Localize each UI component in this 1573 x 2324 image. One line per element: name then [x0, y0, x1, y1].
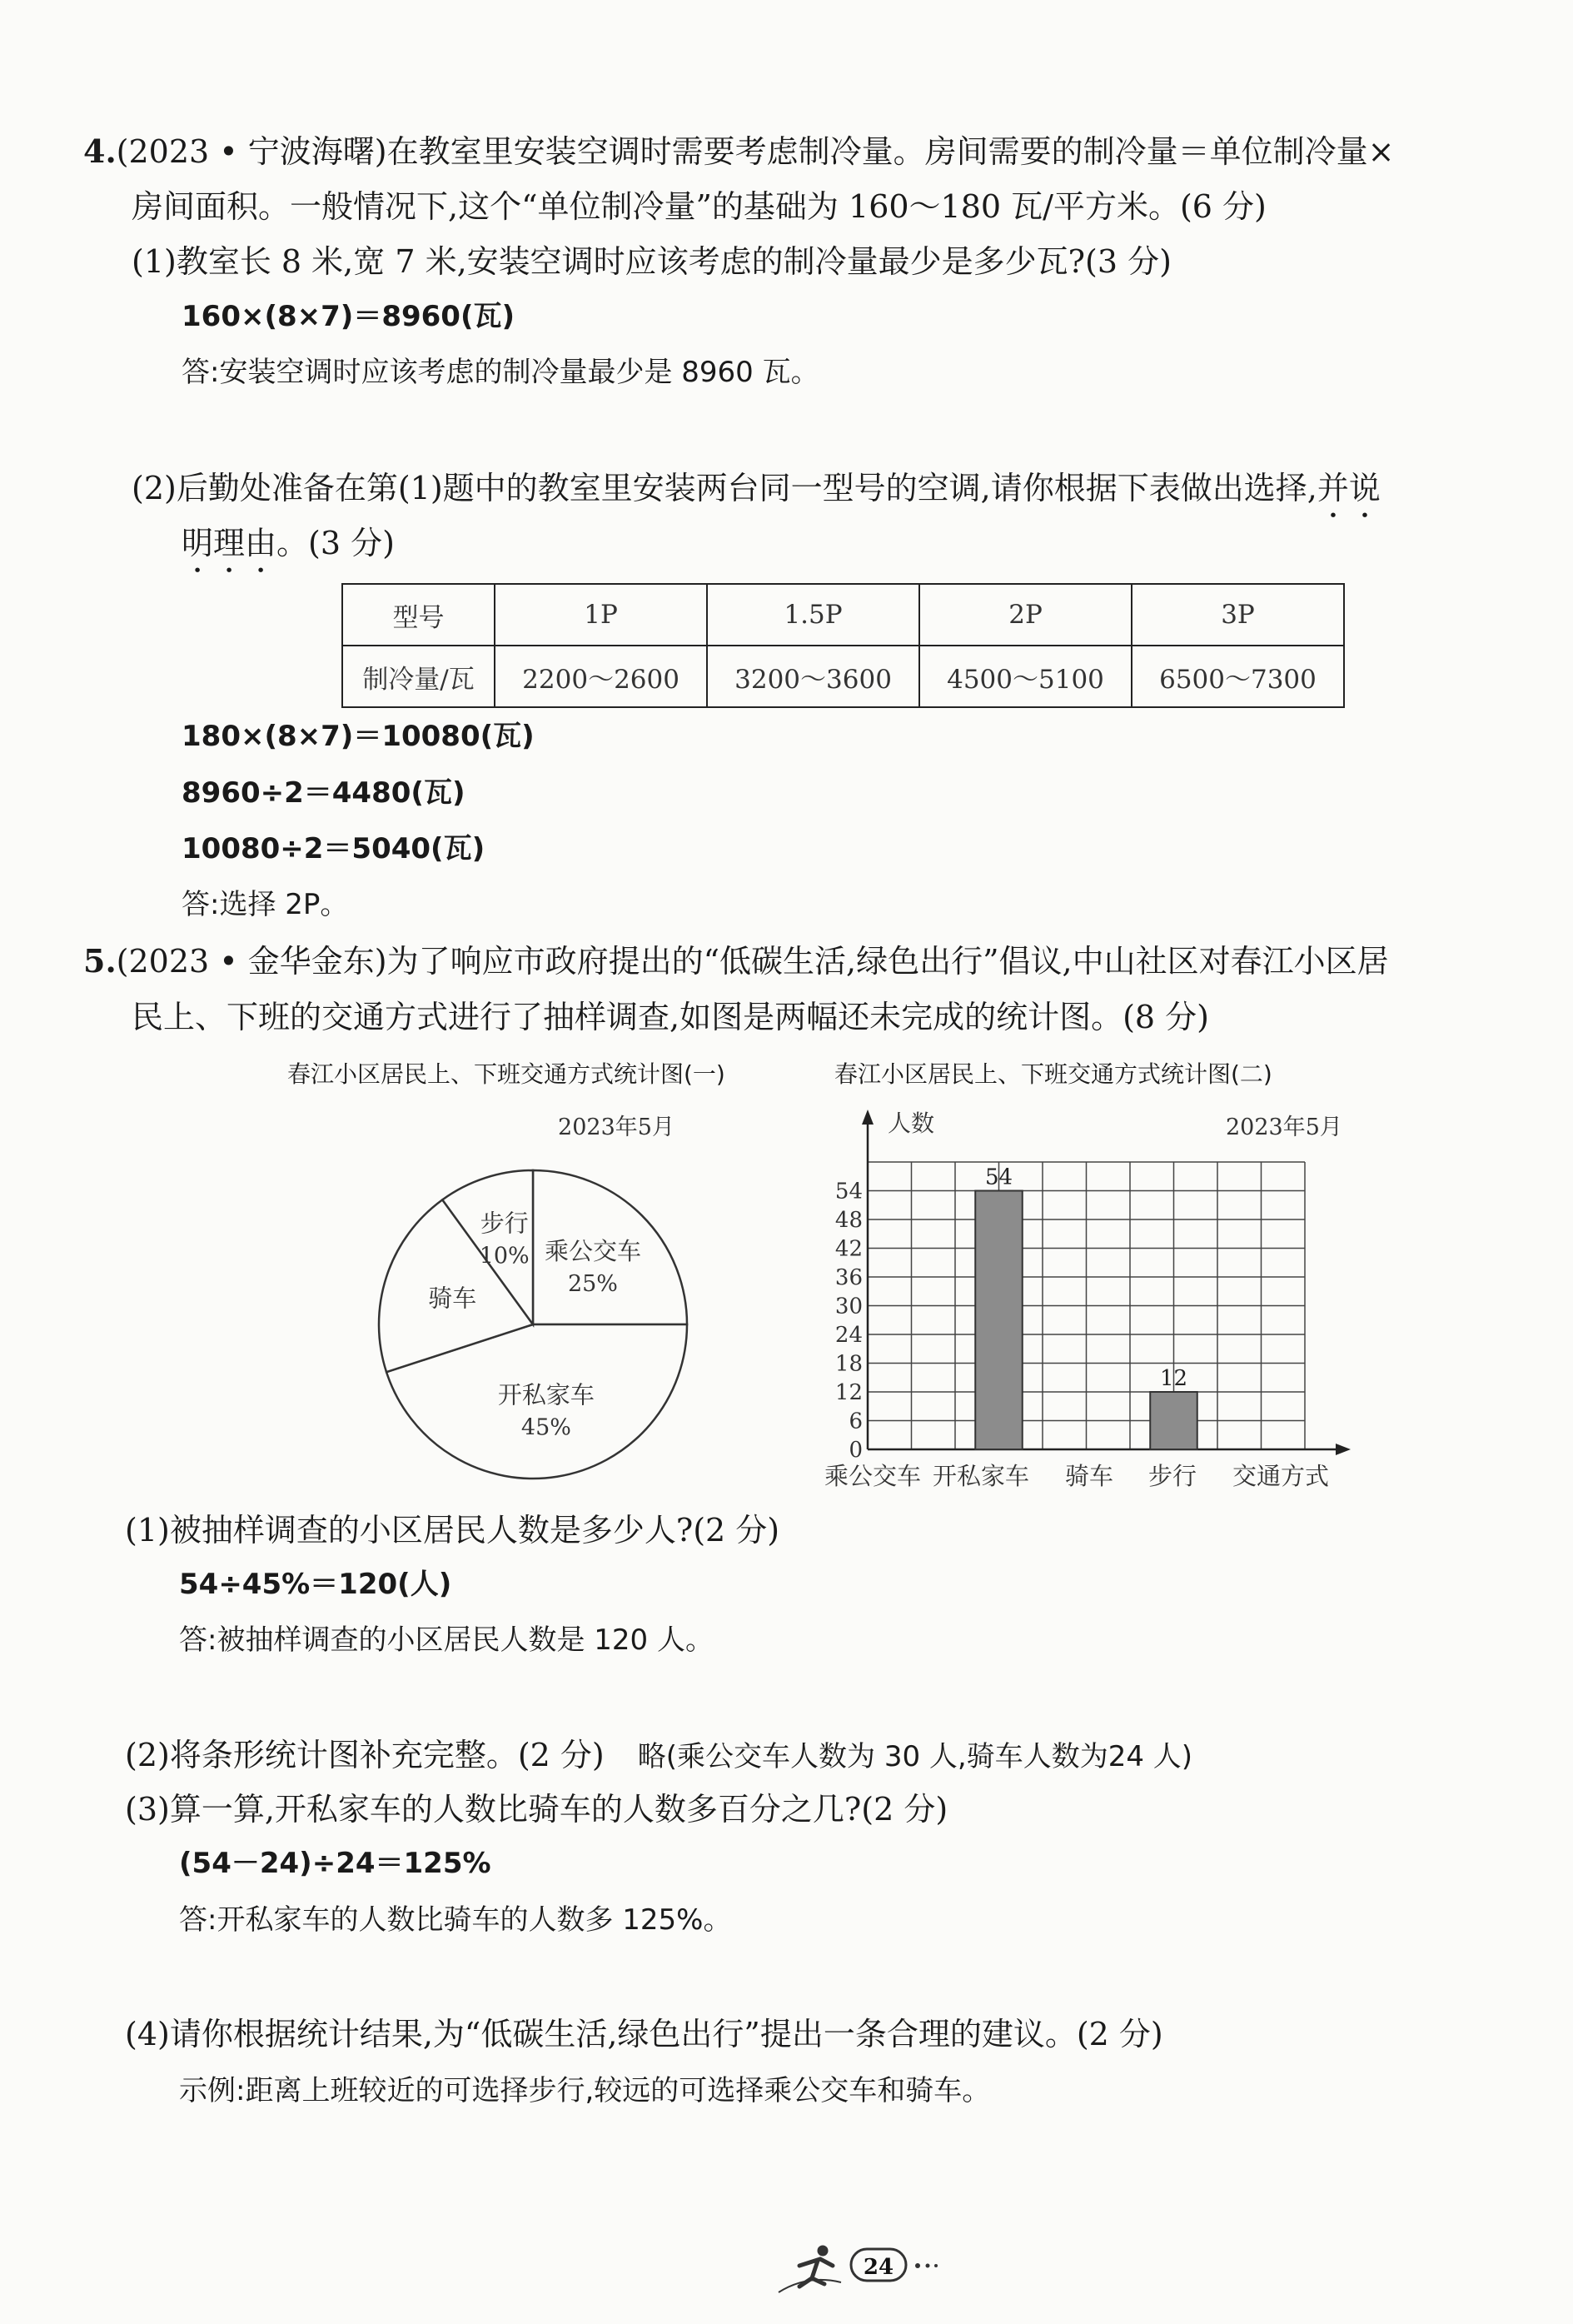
q4-part2-answer: 答:选择 2P。 — [182, 888, 349, 921]
pie-label-1: 开私家车 — [497, 1380, 595, 1409]
bar-subtitle: 2023年5月 — [1226, 1115, 1342, 1140]
q4-stem-text1: (2023 • 宁波海曙)在教室里安装空调时需要考虑制冷量。房间需要的制冷量＝单位制冷量× — [116, 133, 1395, 170]
pie-chart — [366, 1100, 716, 1491]
q4-part2-calc1: 180×(8×7)＝10080(瓦) — [182, 720, 535, 753]
q5-part2-line — [125, 1735, 1192, 1777]
q5-part3-answer: 答:开私家车的人数比骑车的人数多 125%。 — [179, 1903, 732, 1937]
table-cell: 2200～2600 — [495, 646, 707, 707]
q4-stem-line1 — [83, 132, 1394, 172]
table-cell: 6500～7300 — [1132, 646, 1344, 707]
q4-part2-calc2: 8960÷2＝4480(瓦) — [182, 776, 465, 810]
table-cell: 型号 — [342, 584, 495, 646]
x-tick-label-3: 步行 — [1147, 1462, 1197, 1490]
bar-chart-title: 春江小区居民上、下班交通方式统计图(二) — [834, 1060, 1272, 1088]
q5-stem-line1 — [83, 941, 1389, 981]
table-row — [342, 646, 1344, 707]
q5-part3-calc: (54－24)÷24＝125% — [179, 1847, 491, 1880]
bar-value-label-1: 54 — [984, 1164, 1013, 1190]
table-row — [342, 584, 1344, 646]
q5-part4-answer: 示例:距离上班较近的可选择步行,较远的可选择乘公交车和骑车。 — [179, 2074, 991, 2107]
bar-1 — [975, 1191, 1023, 1450]
q4-part2-emphasis2: 明理由 — [182, 525, 277, 561]
x-tick-label-1: 开私家车 — [932, 1462, 1030, 1490]
bar-3 — [1150, 1392, 1197, 1449]
y-tick-label: 42 — [834, 1236, 863, 1262]
y-tick-label: 6 — [849, 1409, 863, 1434]
y-tick-label: 24 — [834, 1323, 863, 1348]
q4-part2-text1: (2)后勤处准备在第(1)题中的教室里安装两台同一型号的空调,请你根据下表做出选择, — [132, 470, 1317, 506]
y-tick-label: 54 — [834, 1179, 863, 1204]
table-cell: 3200～3600 — [707, 646, 919, 707]
table-cell: 制冷量/瓦 — [342, 646, 495, 707]
pie-label-2: 骑车 — [428, 1284, 477, 1313]
q5-part2-answer: 略(乘公交车人数为 30 人,骑车人数为24 人) — [637, 1740, 1193, 1773]
page-footer — [774, 2241, 966, 2299]
bar-value-label-3: 12 — [1159, 1366, 1188, 1391]
bar-chart — [824, 1100, 1357, 1499]
pie-chart-title: 春江小区居民上、下班交通方式统计图(一) — [287, 1060, 725, 1088]
q5-part1-answer: 答:被抽样调查的小区居民人数是 120 人。 — [179, 1623, 714, 1657]
q4-part2-line2 — [182, 523, 395, 580]
q4-part1-question: (1)教室长 8 米,宽 7 米,安装空调时应该考虑的制冷量最少是多少瓦?(3 分) — [132, 243, 1172, 280]
q4-part2-score: 。(3 分) — [276, 525, 395, 561]
q4-part1-answer: 答:安装空调时应该考虑的制冷量最少是 8960 瓦。 — [182, 356, 819, 389]
y-axis-arrow-icon — [862, 1110, 874, 1125]
bar-ylabel: 人数 — [888, 1110, 935, 1137]
y-tick-label: 36 — [834, 1265, 863, 1290]
q4-number: 4. — [83, 132, 117, 170]
q4-part2-emphasis1: 并说 — [1317, 470, 1381, 506]
table-cell: 2P — [919, 584, 1132, 646]
ac-spec-table — [341, 583, 1345, 708]
page-number: 24 — [863, 2255, 894, 2280]
runner-logo-icon — [779, 2246, 841, 2292]
q5-part1-calc: 54÷45%＝120(人) — [179, 1568, 452, 1601]
q4-part1-calc: 160×(8×7)＝8960(瓦) — [182, 300, 515, 333]
y-tick-label: 12 — [834, 1380, 863, 1405]
x-axis-arrow-icon — [1336, 1444, 1351, 1455]
table-cell: 1.5P — [707, 584, 919, 646]
y-tick-label: 30 — [834, 1294, 863, 1319]
x-tick-label-0: 乘公交车 — [824, 1462, 922, 1490]
q5-part3-question: (3)算一算,开私家车的人数比骑车的人数多百分之几?(2 分) — [125, 1791, 948, 1828]
x-tick-label-2: 骑车 — [1064, 1462, 1114, 1490]
pie-percent-3: 10% — [479, 1243, 530, 1269]
pie-percent-0: 25% — [567, 1271, 618, 1298]
pie-label-0: 乘公交车 — [544, 1237, 641, 1266]
q4-part2-line1 — [132, 468, 1381, 525]
pie-label-3: 步行 — [480, 1209, 529, 1238]
q5-part1-question: (1)被抽样调查的小区居民人数是多少人?(2 分) — [125, 1512, 780, 1549]
table-cell: 3P — [1132, 584, 1344, 646]
q5-number: 5. — [83, 942, 117, 980]
table-cell: 1P — [495, 584, 707, 646]
q5-part4-question: (4)请你根据统计结果,为“低碳生活,绿色出行”提出一条合理的建议。(2 分) — [125, 2016, 1163, 2052]
q5-part2-question: (2)将条形统计图补充完整。(2 分) — [125, 1737, 605, 1773]
table-cell: 4500～5100 — [919, 646, 1132, 707]
y-tick-label: 18 — [834, 1351, 863, 1377]
pie-subtitle: 2023年5月 — [558, 1115, 674, 1140]
q5-stem-text1: (2023 • 金华金东)为了响应市政府提出的“低碳生活,绿色出行”倡议,中山社区对春江小区居 — [116, 943, 1389, 980]
q5-stem-line2: 民上、下班的交通方式进行了抽样调查,如图是两幅还未完成的统计图。(8 分) — [132, 999, 1209, 1035]
bar-xlabel: 交通方式 — [1232, 1462, 1330, 1490]
y-tick-label: 0 — [849, 1438, 863, 1463]
q4-part2-calc3: 10080÷2＝5040(瓦) — [182, 832, 485, 865]
q4-stem-line2: 房间面积。一般情况下,这个“单位制冷量”的基础为 160～180 瓦/平方米。(6 分) — [132, 188, 1267, 225]
pie-percent-1: 45% — [520, 1414, 571, 1441]
y-tick-label: 48 — [834, 1208, 863, 1233]
